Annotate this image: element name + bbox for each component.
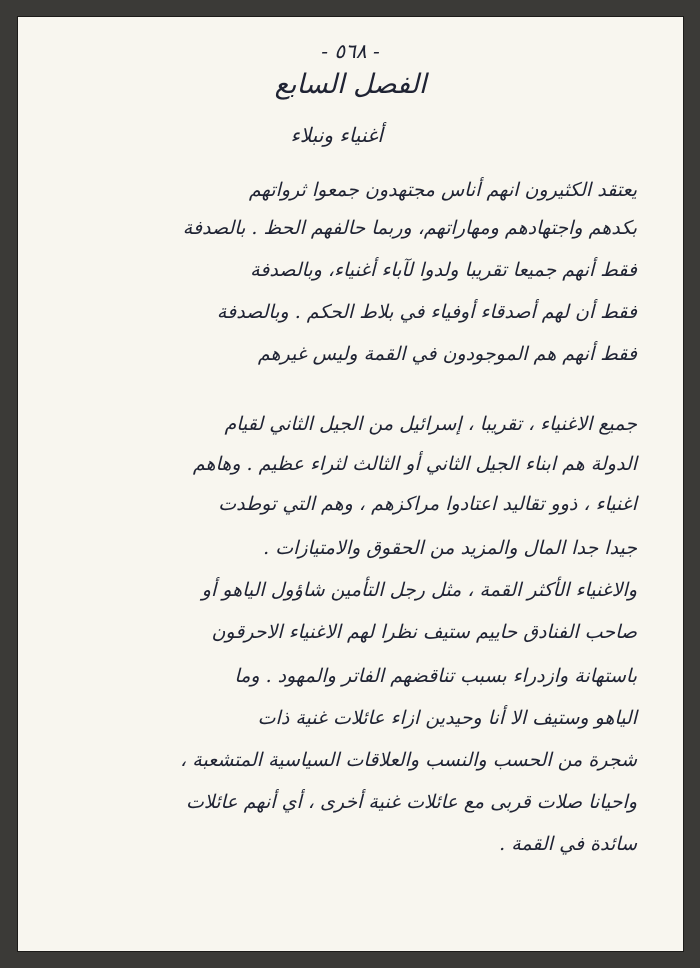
text-line: الدولة هم ابناء الجيل الثاني أو الثالث لثراء عظيم . وهاهم (192, 453, 637, 475)
text-line: والاغنياء الأكثر القمة ، مثل رجل التأمين شاؤول الياهو أو (201, 579, 637, 601)
text-line: فقط أنهم هم الموجودون في القمة وليس غيرهم (257, 343, 637, 365)
page-number: - ٥٦٨ - (321, 39, 380, 63)
text-line: شجرة من الحسب والنسب والعلاقات السياسية المتشعبة ، (180, 749, 637, 771)
text-line: جيدا جدا المال والمزيد من الحقوق والامتيازات . (263, 537, 637, 559)
text-line: جميع الاغنياء ، تقريبا ، إسرائيل من الجيل الثاني لقيام (224, 413, 637, 435)
text-line: فقط أنهم جميعا تقريبا ولدوا لآباء أغنياء، وبالصدفة (250, 259, 637, 281)
text-line: صاحب الفنادق حاييم ستيف نظرا لهم الاغنياء الاحرقون (211, 621, 637, 643)
chapter-title: الفصل السابع (274, 69, 427, 100)
text-line: يعتقد الكثيرون انهم أناس مجتهدون جمعوا ثرواتهم (248, 179, 637, 201)
text-line: بكدهم واجتهادهم ومهاراتهم، وربما حالفهم الحظ . بالصدفة (182, 217, 637, 239)
text-line: واحيانا صلات قربى مع عائلات غنية أخرى ، أي أنهم عائلات (185, 791, 637, 813)
text-line: الياهو وستيف الا أنا وحيدين ازاء عائلات غنية ذات (257, 707, 637, 729)
manuscript-page (17, 16, 684, 952)
text-line: سائدة في القمة . (499, 833, 637, 855)
text-line: فقط أن لهم أصدقاء أوفياء في بلاط الحكم . وبالصدفة (216, 301, 637, 323)
text-line: اغنياء ، ذوو تقاليد اعتادوا مراكزهم ، وهم التي توطدت (218, 493, 637, 515)
section-heading: أغنياء ونبلاء (290, 123, 383, 147)
text-line: باستهانة وازدراء بسبب تناقضهم الفاتر والمهود . وما (234, 665, 637, 687)
